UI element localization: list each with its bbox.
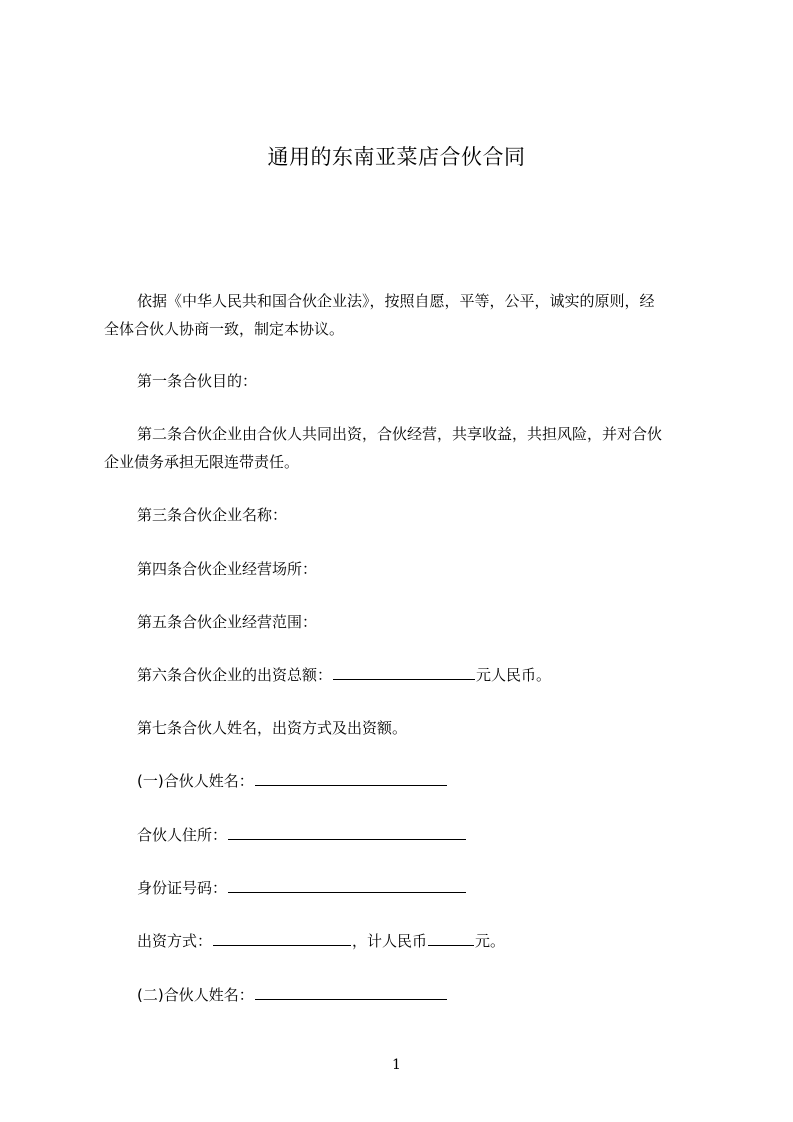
total-capital-blank <box>333 665 475 680</box>
partner-address <box>137 825 467 845</box>
contribution-line <box>137 931 505 951</box>
article-1: 第一条合伙目的： <box>137 372 258 390</box>
article-5: 第五条合伙企业经营范围： <box>137 613 318 631</box>
contribution-amount-blank <box>428 931 474 946</box>
partner-2-name <box>137 985 448 1005</box>
article-6 <box>137 665 551 685</box>
partner-2-name-blank <box>255 985 447 1000</box>
article-6-label: 第六条合伙企业的出资总额： <box>137 666 333 684</box>
partner-id-label: 身份证号码： <box>137 879 228 897</box>
article-3: 第三条合伙企业名称： <box>137 506 288 524</box>
partner-id-blank <box>228 878 466 893</box>
intro-line-1: 依据《中华人民共和国合伙企业法》，按照自愿，平等，公平，诚实的原则，经 <box>137 292 655 310</box>
partner-2-name-label: (二)合伙人姓名： <box>137 986 254 1004</box>
article-4: 第四条合伙企业经营场所： <box>137 560 318 578</box>
partner-address-blank <box>228 825 466 840</box>
contribution-amount-label: ，计人民币 <box>352 932 428 950</box>
article-2-line-1: 第二条合伙企业由合伙人共同出资，合伙经营，共享收益，共担风险，并对合伙 <box>137 425 663 443</box>
article-2-line-2: 企业债务承担无限连带责任。 <box>104 453 300 471</box>
document-title: 通用的东南亚菜店合伙合同 <box>267 145 526 169</box>
partner-1-name-blank <box>255 771 447 786</box>
partner-address-label: 合伙人住所： <box>137 826 228 844</box>
intro-line-2: 全体合伙人协商一致，制定本协议。 <box>104 320 345 338</box>
contribution-method-label: 出资方式： <box>137 932 213 950</box>
contribution-amount-suffix: 元。 <box>475 932 506 950</box>
article-7: 第七条合伙人姓名，出资方式及出资额。 <box>137 719 408 737</box>
partner-1-name-label: (一)合伙人姓名： <box>137 772 254 790</box>
partner-1-name <box>137 771 448 791</box>
partner-id <box>137 878 467 898</box>
contribution-method-blank <box>213 931 351 946</box>
page-number: 1 <box>392 1057 401 1073</box>
article-6-suffix: 元人民币。 <box>476 666 552 684</box>
